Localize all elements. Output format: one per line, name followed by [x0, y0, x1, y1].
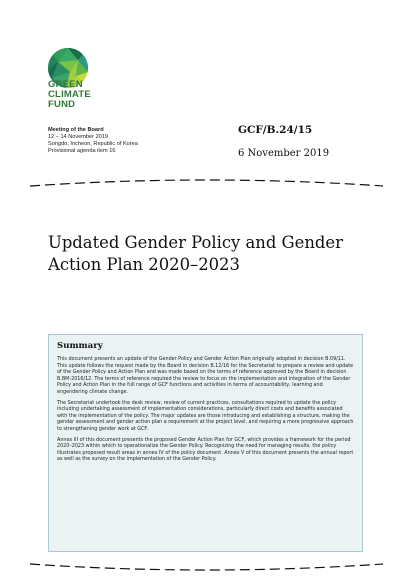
summary-paragraph: The Secretariat undertook the desk review, review of current practices, consultations required to update the policy including undertaking assessment of implementation considerations, particularly direct costs and benefits associated with the implementation of the policy. The major updates are those introducing and establishing a structure, making the gender assessment and gender action plan a requirement at the project level, and requiring a more progressive approach to strengthening gender work at GCF. — [57, 399, 354, 432]
meeting-heading: Meeting of the Board — [48, 127, 104, 133]
logo-line-green: GREEN — [48, 79, 83, 90]
meeting-info — [48, 127, 218, 155]
meeting-agenda-item: Provisional agenda item 16 — [48, 148, 116, 155]
meeting-dates: 12 – 14 November 2019 — [48, 134, 109, 141]
logo-wordmark — [48, 80, 118, 110]
top-divider — [30, 172, 383, 192]
green-climate-fund-logo — [48, 48, 148, 118]
bottom-divider — [30, 556, 383, 576]
summary-box — [48, 334, 363, 552]
logo-line-climate: CLIMATE — [48, 89, 91, 100]
summary-paragraph: This document presents an update of the Gender Policy and Gender Action Plan originally adopted in decision B.09/11. This update follows the request made by the Board in decision B.12/16 for the Secretariat to prepare a review and update of the Gender Policy and Action Plan and was made based on the terms of reference approved by the Board in decision B.BM-2016/12. The terms of reference required the review to focus on the implementation and integration of the Gender Policy and Action Plan in the full range of GCF functions and activities in terms of accountability, learning and engendering climate change. — [57, 356, 354, 395]
document-number: GCF/B.24/15 — [238, 124, 313, 136]
document-date: 6 November 2019 — [238, 148, 330, 159]
summary-paragraph: Annex III of this document presents the proposed Gender Action Plan for GCF, which provides a framework for the period 2020–2023 within which to operationalize the Gender Policy. Recognizing the need for managing results, the policy illustrates proposed result areas in annex IV of the policy document. Annex V of this document presents the annual report as well as the survey on the implementation of the Gender Policy. — [57, 436, 354, 463]
meeting-location: Songdo, Incheon, Republic of Korea — [48, 141, 138, 148]
page-title: Updated Gender Policy and Gender Action Plan 2020–2023 — [48, 233, 343, 274]
summary-heading: Summary — [57, 341, 103, 351]
logo-line-fund: FUND — [48, 99, 76, 110]
